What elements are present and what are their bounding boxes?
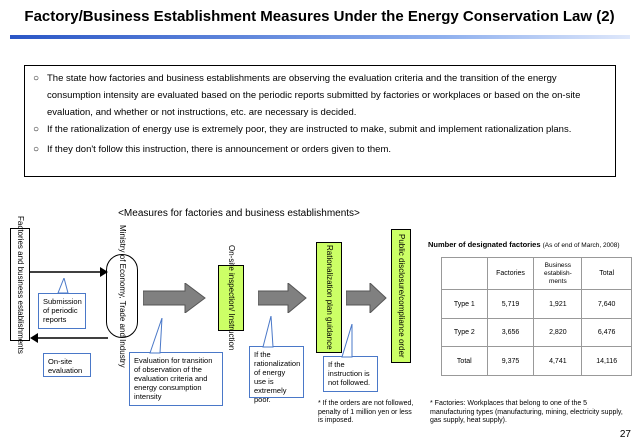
- circle-bullet-icon: ○: [33, 124, 40, 135]
- not-followed-callout: [323, 356, 378, 392]
- not-followed-text: If the instruction is not followed.: [328, 360, 371, 387]
- table-cell: 14,116: [582, 347, 632, 376]
- block-arrow-icon: [258, 283, 308, 313]
- report-arrow-icon: [30, 266, 108, 278]
- table-footnote: * Factories: Workplaces that belong to one of the 5 manufacturing types (manufacturing, mining, electricity supply, gas supply, heat supply).: [430, 400, 623, 424]
- table-title: [428, 240, 620, 249]
- factories-box: [10, 215, 30, 354]
- bullet-item: [33, 121, 607, 138]
- designated-factories-table: [441, 257, 632, 376]
- table-row: [442, 347, 632, 376]
- poor-rationalization-text: If the rationalization of energy use is extremely poor.: [254, 350, 301, 404]
- evaluation-arrow-icon: [30, 332, 108, 344]
- table-cell: 7,640: [582, 290, 632, 319]
- submission-callout: [38, 293, 86, 329]
- factories-label: Factories and business establishments: [16, 215, 25, 354]
- callout-pointer-icon: [340, 324, 356, 358]
- table-header-cell: Business establish-ments: [534, 258, 582, 290]
- table-asof-text: (As of end of March, 2008): [542, 242, 620, 249]
- table-row: [442, 319, 632, 347]
- table-cell: Type 1: [442, 290, 488, 319]
- rationalization-plan-box: [316, 242, 342, 353]
- bullet-item: [33, 70, 607, 121]
- title-underline: [10, 35, 630, 39]
- summary-box: [24, 65, 616, 177]
- table-cell: 3,656: [487, 319, 534, 347]
- callout-pointer-icon: [56, 278, 72, 294]
- table-cell: 2,820: [534, 319, 582, 347]
- table-title-text: Number of designated factories: [428, 240, 541, 249]
- table-header-cell: Total: [582, 258, 632, 290]
- table-header-row: [442, 258, 632, 290]
- poor-rationalization-callout: [249, 346, 304, 404]
- table-header-cell: Factories: [487, 258, 534, 290]
- evaluation-text: Evaluation for transition of observation of the evaluation criteria and energy consumption intensity: [134, 356, 213, 401]
- onsite-evaluation-callout: [43, 353, 91, 377]
- table-cell: 1,921: [534, 290, 582, 319]
- table-cell: Total: [442, 347, 488, 376]
- bullet-text: If they don't follow this instruction, there is announcement or orders given to them.: [47, 144, 391, 155]
- circle-bullet-icon: ○: [33, 144, 40, 155]
- table-cell: 6,476: [582, 319, 632, 347]
- block-arrow-icon: [143, 283, 207, 313]
- table-cell: 4,741: [534, 347, 582, 376]
- table-cell: 9,375: [487, 347, 534, 376]
- onsite-evaluation-text: On-site evaluation: [48, 357, 83, 375]
- onsite-inspection-label: On-site inspection/ Instruction: [227, 245, 236, 351]
- diagram-subtitle: <Measures for factories and business establishments>: [118, 208, 360, 219]
- public-disclosure-box: [391, 229, 411, 363]
- penalty-note: * If the orders are not followed, penalty of 1 million yen or less is imposed.: [318, 400, 414, 424]
- callout-pointer-icon: [146, 318, 166, 354]
- onsite-inspection-box: [218, 245, 244, 351]
- rationalization-plan-label: Rationalization plan guidance: [325, 245, 334, 350]
- block-arrow-icon: [346, 283, 388, 313]
- table-row: [442, 290, 632, 319]
- bullet-item: [33, 141, 607, 158]
- public-disclosure-label: Public disclosure/compliance order: [397, 234, 406, 358]
- bullet-text: If the rationalization of energy use is extremely poor, they are instructed to make, submit and implement rationalization plans.: [47, 124, 572, 135]
- ministry-label: Ministry of Economy, Trade and Industry: [118, 224, 127, 368]
- bullet-text: The state how factories and business establishments are observing the evaluation criteria and the transition of the energy consumption intensity are evaluated based on the periodic reports submitted by factories or workplaces or based on the on-site evaluation, and whether or not instructions, etc. are necessary is decided.: [47, 73, 581, 118]
- table-cell: Type 2: [442, 319, 488, 347]
- submission-text: Submission of periodic reports: [43, 297, 82, 324]
- page-number: 27: [619, 429, 631, 440]
- callout-pointer-icon: [261, 316, 277, 348]
- table-header-cell: [442, 258, 488, 290]
- table-cell: 5,719: [487, 290, 534, 319]
- page-title: Factory/Business Establishment Measures Under the Energy Conservation Law (2): [24, 8, 615, 25]
- circle-bullet-icon: ○: [33, 73, 40, 84]
- ministry-box: [106, 224, 138, 368]
- evaluation-callout: [129, 352, 223, 406]
